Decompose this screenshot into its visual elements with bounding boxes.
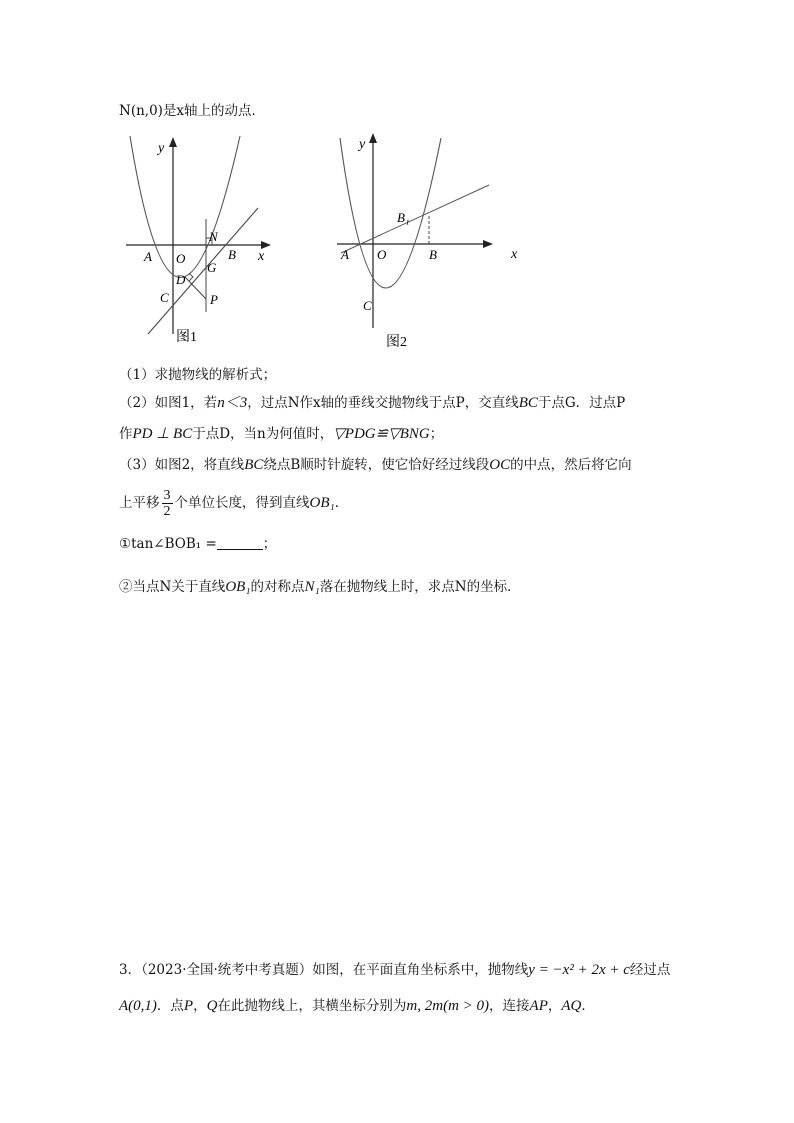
question-3-part-1	[119, 534, 276, 554]
q3-1-text-b: ；	[262, 536, 277, 552]
q3-2-point-n1: N₁	[304, 579, 320, 595]
q3-fraction	[162, 488, 173, 519]
figure-2	[333, 128, 528, 356]
p3-text-h: ．	[581, 998, 595, 1014]
q2-line-bc: BC	[518, 395, 538, 411]
top-line	[119, 101, 265, 121]
fig1-caption: 图1	[176, 330, 197, 345]
fig2-label-o: O	[377, 247, 387, 262]
fig1-x-arrow	[261, 241, 271, 249]
p3-text-e: 在此抛物线上，其横坐标分别为	[217, 998, 407, 1014]
p3-text-a: 3．（2023·全国·统考中考真题）如图，在平面直角坐标系中，抛物线	[119, 962, 529, 978]
q3-fraction-denominator: 2	[163, 504, 171, 519]
q2-text-b: ，过点N作x轴的垂线交抛物线于点P，交直线	[247, 395, 519, 411]
fig1-label-n: N	[209, 229, 218, 244]
q3-text-f: ．	[334, 495, 349, 511]
q3-1-text-a: ①tan∠BOB₁ =	[119, 536, 217, 552]
q1-text: （1）求抛物线的解析式；	[119, 367, 277, 383]
q2-congruence: ▽PDG≌▽BNG	[333, 426, 430, 442]
figure-1	[118, 134, 278, 354]
fig1-label-d: D	[176, 272, 186, 287]
q2-perpendicular: PD ⊥ BC	[132, 426, 193, 442]
fig1-label-o: O	[176, 251, 186, 266]
q3-2-text-b: 的对称点	[250, 579, 305, 595]
q3-text-c: 的中点，然后将它向	[510, 457, 632, 473]
q3-text-b: 绕点B顺时针旋转，使它恰好经过线段	[263, 457, 490, 473]
answer-blank[interactable]	[217, 535, 263, 550]
fig2-label-b1: B₁	[397, 210, 410, 225]
q2-text-e: 于点D，当n为何值时，	[192, 426, 334, 442]
p3-segment-aq: AQ	[561, 998, 582, 1014]
q2-condition: n＜3	[217, 395, 248, 411]
p3-segment-ap: AP	[529, 998, 548, 1014]
p3-text-b: 经过点	[629, 962, 671, 978]
fig1-right-angle-d	[189, 273, 193, 281]
p3-abscissas: m, 2m(m > 0)	[406, 998, 490, 1014]
fig1-label-c: C	[160, 290, 169, 305]
p3-point-q: Q	[206, 998, 218, 1014]
q2-text-f: ；	[429, 426, 444, 442]
fig1-y-arrow	[169, 137, 177, 147]
q3-2-line-ob1: OB₁	[225, 579, 251, 595]
question-3-line-1	[119, 455, 632, 475]
q3-2-text-c: 落在抛物线上时，求点N的坐标．	[319, 579, 521, 595]
fig1-label-a: A	[144, 249, 152, 264]
question-1	[119, 365, 276, 385]
p3-point-p: P	[183, 998, 194, 1014]
q3-text-e: 个单位长度，得到直线	[174, 495, 310, 511]
fig2-label-c: C	[363, 298, 372, 313]
q3-text-a: （3）如图2，将直线	[119, 457, 245, 473]
q2-text-d: 作	[119, 426, 133, 442]
q3-line-ob1: OB₁	[309, 495, 335, 511]
fig1-label-x: x	[258, 249, 265, 264]
fig1-label-g: G	[207, 260, 217, 275]
fig2-label-b: B	[429, 247, 437, 262]
fig1-line-bc	[148, 208, 258, 334]
p3-text-d: ，	[193, 998, 207, 1014]
fig2-x-arrow	[483, 240, 493, 248]
q3-text-d: 上平移	[119, 495, 160, 511]
p3-text-g: ，	[547, 998, 562, 1014]
q3-fraction-numerator: 3	[163, 488, 171, 503]
fig2-y-arrow	[369, 133, 377, 143]
fig2-label-y: y	[359, 137, 366, 152]
question-3-line-2	[119, 488, 348, 519]
p3-point-a: A(0,1)	[119, 998, 157, 1014]
fig1-label-y: y	[158, 141, 165, 156]
p3-equation: y = −x² + 2x + c	[528, 962, 630, 978]
fig2-parabola	[340, 138, 441, 288]
q3-segment-oc: OC	[489, 457, 511, 473]
p3-text-f: ，连接	[489, 998, 530, 1014]
question-2-line-2	[119, 424, 443, 444]
top-line-text: N(n,0)是x轴上的动点．	[119, 103, 266, 119]
q2-text-a: （2）如图1，若	[119, 395, 218, 411]
p3-text-c: ．点	[156, 998, 184, 1014]
fig1-label-b: B	[228, 247, 236, 262]
q3-2-text-a: ②当点N关于直线	[119, 579, 226, 595]
problem-3-line-1	[119, 960, 670, 980]
fig2-label-x: x	[511, 247, 518, 262]
fig2-label-a: A	[341, 247, 349, 262]
question-2-line-1	[119, 393, 625, 413]
question-3-part-2	[119, 577, 521, 597]
fig2-caption: 图2	[386, 335, 407, 350]
q2-text-c: 于点G．过点P	[537, 395, 626, 411]
q3-line-bc: BC	[244, 457, 264, 473]
fig1-label-p: P	[210, 292, 218, 307]
problem-3-line-2	[119, 996, 595, 1016]
